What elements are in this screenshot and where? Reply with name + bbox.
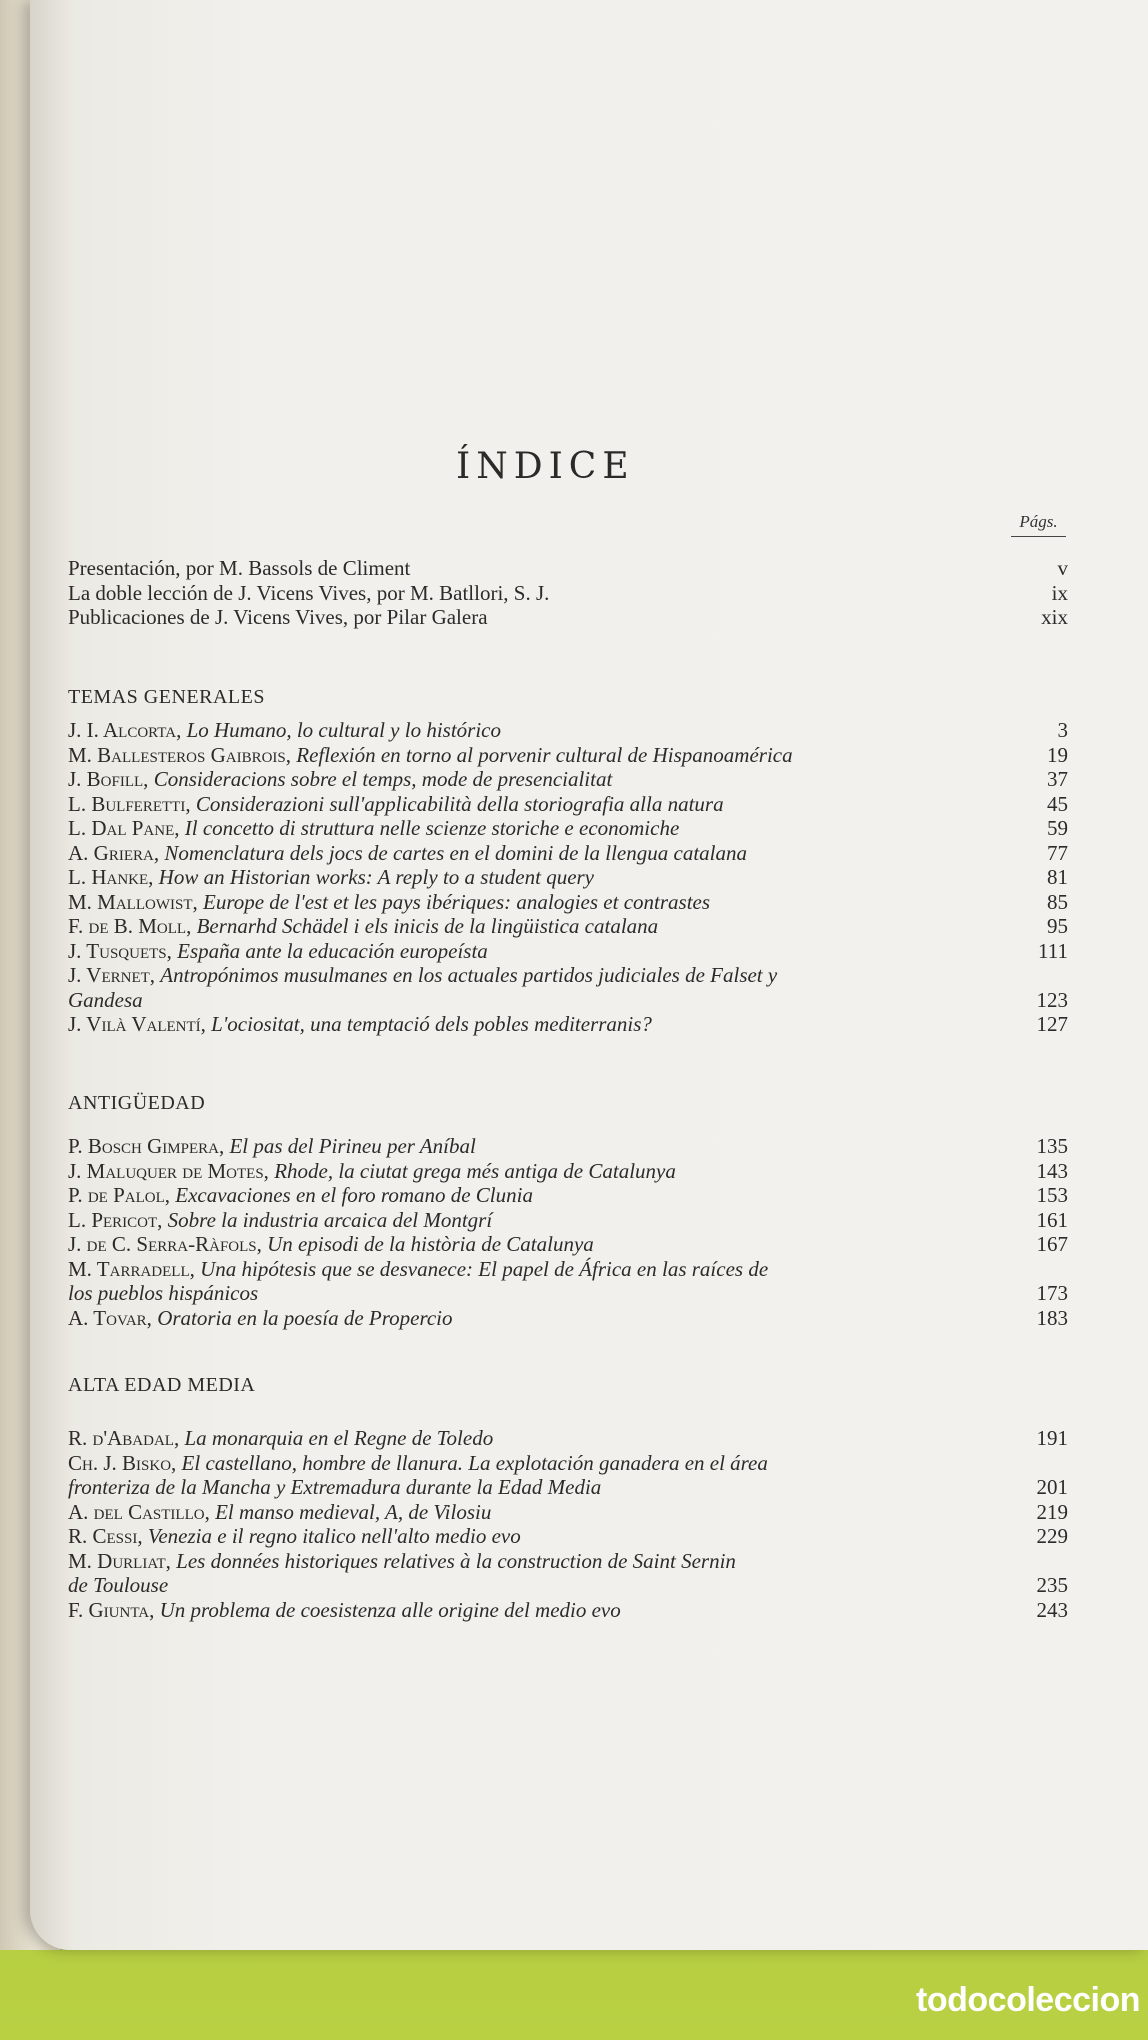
toc-entry-author: F. de B. Moll, — [68, 914, 197, 938]
toc-entry — [68, 581, 1068, 606]
toc-entry-title: Sobre la industria arcaica del Montgrí — [167, 1207, 493, 1232]
page-title: ÍNDICE — [456, 446, 635, 487]
toc-entry-title: Bernarhd Schädel i els inicis de la lingüistica catalana — [196, 914, 659, 938]
toc-entry-page-number: 161 — [1036, 1207, 1068, 1232]
toc-entry-text — [68, 1549, 736, 1574]
toc-entry-author: F. Giunta, — [68, 1597, 160, 1622]
toc-entry-page-number: 183 — [1036, 1305, 1068, 1330]
toc-entry — [68, 1306, 1068, 1331]
toc-entry-text — [68, 767, 612, 792]
toc-entry-text — [68, 1134, 476, 1159]
toc-entry — [68, 865, 1068, 890]
toc-entry-page-number: 77 — [1047, 840, 1068, 865]
toc-entry-title: Considerazioni sull'applicabilità della storiografia alla natura — [195, 791, 724, 816]
toc-entry-page-number: 85 — [1047, 889, 1068, 914]
toc-entry-page-number: 111 — [1038, 938, 1068, 963]
toc-entry-text — [68, 718, 501, 743]
toc-entry-text — [68, 743, 793, 768]
toc-entry — [68, 1524, 1068, 1549]
watermark-logo: todocoleccion — [916, 1981, 1140, 2019]
toc-entry-text — [68, 1232, 594, 1257]
toc-entry-title: Venezia e il regno italico nell'alto medio evo — [147, 1524, 521, 1548]
toc-entry-title: Una hipótesis que se desvanece: El papel de África en las raíces de — [200, 1256, 769, 1281]
toc-entry-title: Gandesa — [68, 987, 143, 1012]
front-matter-list — [68, 556, 1068, 630]
toc-entry-page-number: 153 — [1036, 1183, 1068, 1207]
toc-entry — [68, 1281, 1068, 1306]
toc-entry — [68, 605, 1068, 630]
toc-entry-author: P. Bosch Gimpera, — [68, 1134, 230, 1158]
section-heading-temas-generales: TEMAS GENERALES — [68, 686, 265, 708]
toc-entry-author: M. Ballesteros Gaibrois, — [68, 742, 297, 767]
toc-entry — [68, 890, 1068, 915]
toc-entry-text — [68, 1183, 533, 1208]
toc-entry — [68, 792, 1068, 817]
toc-entry-text — [68, 556, 410, 581]
toc-entry-text — [68, 988, 143, 1013]
toc-entry-title: Un problema de coesistenza alle origine del medio evo — [159, 1597, 621, 1622]
toc-entry-title: España ante la educación europeísta — [177, 938, 488, 963]
toc-entry-title: El manso medieval, A, de Vilosiu — [215, 1499, 492, 1524]
toc-entry — [68, 767, 1068, 792]
toc-entry-page-number: 37 — [1047, 767, 1068, 791]
toc-entry — [68, 1183, 1068, 1208]
toc-entry-author: J. I. Alcorta, — [68, 718, 187, 742]
toc-entry-title: Nomenclatura dels jocs de cartes en el domini de la llengua catalana — [164, 840, 747, 865]
toc-entry-page-number: 81 — [1047, 865, 1068, 889]
section-list-antiguedad — [68, 1134, 1068, 1330]
toc-entry-title: La monarquia en el Regne de Toledo — [184, 1426, 494, 1450]
toc-entry-author: M. Mallowist, — [68, 889, 203, 914]
toc-entry-text — [68, 1451, 768, 1476]
toc-entry — [68, 1598, 1068, 1623]
toc-entry-text — [68, 1257, 768, 1282]
toc-entry — [68, 1573, 1068, 1598]
toc-entry-page-number: v — [1057, 556, 1068, 580]
toc-entry-title: Lo Humano, lo cultural y lo histórico — [186, 718, 501, 742]
toc-entry-text — [68, 816, 679, 841]
toc-entry-page-number: 219 — [1036, 1499, 1068, 1524]
toc-entry-text — [68, 1500, 491, 1525]
toc-entry — [68, 1549, 1068, 1574]
toc-entry-page-number: 191 — [1036, 1426, 1068, 1450]
toc-entry-page-number: 3 — [1057, 718, 1068, 742]
section-list-alta-edad-media — [68, 1426, 1068, 1622]
section-list-temas-generales — [68, 718, 1068, 1037]
toc-entry-title: Oratoria en la poesía de Propercio — [157, 1305, 453, 1330]
toc-entry-title: Publicaciones de J. Vicens Vives, por Pilar Galera — [68, 605, 488, 629]
toc-entry-text — [68, 1281, 258, 1306]
toc-entry-title: Consideracions sobre el temps, mode de presencialitat — [153, 767, 613, 791]
toc-entry-title: El pas del Pirineu per Aníbal — [229, 1134, 476, 1158]
toc-entry-title: How an Historian works: A reply to a student query — [158, 865, 595, 889]
toc-entry — [68, 556, 1068, 581]
toc-entry-title: fronteriza de la Mancha y Extremadura durante la Edad Media — [68, 1475, 602, 1499]
toc-entry-author: J. de C. Serra-Ràfols, — [68, 1232, 268, 1256]
toc-entry-page-number: 127 — [1036, 1012, 1068, 1036]
toc-entry-title: Il concetto di struttura nelle scienze storiche e economiche — [184, 816, 680, 840]
toc-entry-text — [68, 1012, 652, 1037]
toc-entry-author: M. Durliat, — [68, 1548, 177, 1573]
toc-entry-title: los pueblos hispánicos — [68, 1281, 259, 1305]
toc-entry-page-number: 201 — [1036, 1475, 1068, 1499]
toc-entry-text — [68, 581, 549, 606]
toc-entry-title: Les données historiques relatives à la construction de Saint Sernin — [176, 1548, 736, 1573]
toc-entry — [68, 1232, 1068, 1257]
toc-entry-title: L'ociositat, una temptació dels pobles mediterranis? — [211, 1012, 652, 1036]
toc-entry-author: Ch. J. Bisko, — [68, 1450, 182, 1475]
toc-entry-page-number: 143 — [1036, 1158, 1068, 1183]
toc-entry-page-number: 123 — [1036, 987, 1068, 1012]
toc-entry-page-number: 173 — [1036, 1281, 1068, 1305]
toc-entry-page-number: 135 — [1036, 1134, 1068, 1158]
toc-entry-text — [68, 605, 488, 630]
toc-entry — [68, 988, 1068, 1013]
section-heading-alta-edad-media: ALTA EDAD MEDIA — [68, 1374, 256, 1396]
toc-entry — [68, 1159, 1068, 1184]
toc-entry-text — [68, 914, 658, 939]
toc-entry-text — [68, 890, 710, 915]
toc-entry-title: de Toulouse — [68, 1573, 169, 1597]
toc-entry-page-number: ix — [1051, 580, 1068, 605]
toc-entry-author: J. Vilà Valentí, — [68, 1012, 212, 1036]
toc-entry — [68, 816, 1068, 841]
toc-entry — [68, 1134, 1068, 1159]
toc-entry-text — [68, 1475, 601, 1500]
toc-entry — [68, 841, 1068, 866]
toc-entry — [68, 1500, 1068, 1525]
toc-entry-text — [68, 1524, 521, 1549]
toc-entry-text — [68, 1426, 493, 1451]
section-heading-antiguedad: ANTIGÜEDAD — [68, 1092, 206, 1114]
toc-entry — [68, 1012, 1068, 1037]
toc-entry-author: P. de Palol, — [68, 1183, 176, 1207]
toc-entry-title: Reflexión en torno al porvenir cultural de Hispanoamérica — [296, 742, 793, 767]
toc-entry-page-number: xix — [1041, 605, 1068, 629]
toc-entry-page-number: 235 — [1036, 1573, 1068, 1597]
toc-entry — [68, 963, 1068, 988]
toc-entry-page-number: 229 — [1036, 1524, 1068, 1548]
toc-entry-title: Excavaciones en el foro romano de Clunia — [175, 1183, 533, 1207]
toc-entry-text — [68, 841, 747, 866]
toc-entry-text — [68, 963, 777, 988]
toc-entry-title: Antropónimos musulmanes en los actuales partidos judiciales de Falset y — [160, 963, 778, 987]
toc-entry-author: L. Hanke, — [68, 865, 159, 889]
toc-entry-title: Rhode, la ciutat grega més antiga de Catalunya — [274, 1158, 676, 1183]
toc-entry-title: La doble lección de J. Vicens Vives, por M. Batllori, S. J. — [68, 580, 550, 605]
toc-entry-page-number: 45 — [1047, 791, 1068, 816]
toc-entry-text — [68, 1159, 676, 1184]
toc-entry-page-number: 95 — [1047, 914, 1068, 938]
toc-entry-author: R. d'Abadal, — [68, 1426, 185, 1450]
toc-entry-text — [68, 939, 488, 964]
toc-entry-page-number: 59 — [1047, 816, 1068, 840]
toc-entry — [68, 743, 1068, 768]
toc-entry-author: L. Bulferetti, — [68, 791, 196, 816]
toc-entry-author: L. Dal Pane, — [68, 816, 185, 840]
toc-entry — [68, 939, 1068, 964]
toc-entry-text — [68, 1573, 168, 1598]
toc-entry-page-number: 167 — [1036, 1232, 1068, 1256]
toc-entry-author: A. Tovar, — [68, 1305, 158, 1330]
toc-entry — [68, 1451, 1068, 1476]
toc-entry-author: J. Bofill, — [68, 767, 154, 791]
toc-entry — [68, 1426, 1068, 1451]
toc-entry-text — [68, 865, 594, 890]
toc-entry-author: J. Vernet, — [68, 963, 161, 987]
toc-entry-text — [68, 1306, 453, 1331]
toc-entry-title: El castellano, hombre de llanura. La explotación ganadera en el área — [181, 1450, 768, 1475]
toc-entry — [68, 1208, 1068, 1233]
toc-entry-title: Presentación, por M. Bassols de Climent — [68, 556, 411, 580]
toc-entry-author: L. Pericot, — [68, 1207, 168, 1232]
toc-entry-text — [68, 792, 724, 817]
toc-entry-author: J. Maluquer de Motes, — [68, 1158, 275, 1183]
toc-entry-title: Europe de l'est et les pays ibériques: analogies et contrastes — [203, 889, 711, 914]
toc-entry — [68, 914, 1068, 939]
toc-entry-author: A. Griera, — [68, 840, 165, 865]
toc-entry — [68, 1257, 1068, 1282]
toc-entry — [68, 1475, 1068, 1500]
toc-entry-page-number: 19 — [1047, 742, 1068, 767]
toc-entry-author: M. Tarradell, — [68, 1256, 201, 1281]
toc-entry-author: R. Cessi, — [68, 1524, 148, 1548]
toc-entry-author: A. del Castillo, — [68, 1499, 216, 1524]
toc-entry-author: J. Tusquets, — [68, 938, 178, 963]
toc-entry-text — [68, 1598, 621, 1623]
toc-entry — [68, 718, 1068, 743]
toc-entry-title: Un episodi de la història de Catalunya — [267, 1232, 594, 1256]
toc-entry-text — [68, 1208, 492, 1233]
toc-entry-page-number: 243 — [1036, 1597, 1068, 1622]
pages-column-header: Págs. — [1011, 512, 1066, 537]
